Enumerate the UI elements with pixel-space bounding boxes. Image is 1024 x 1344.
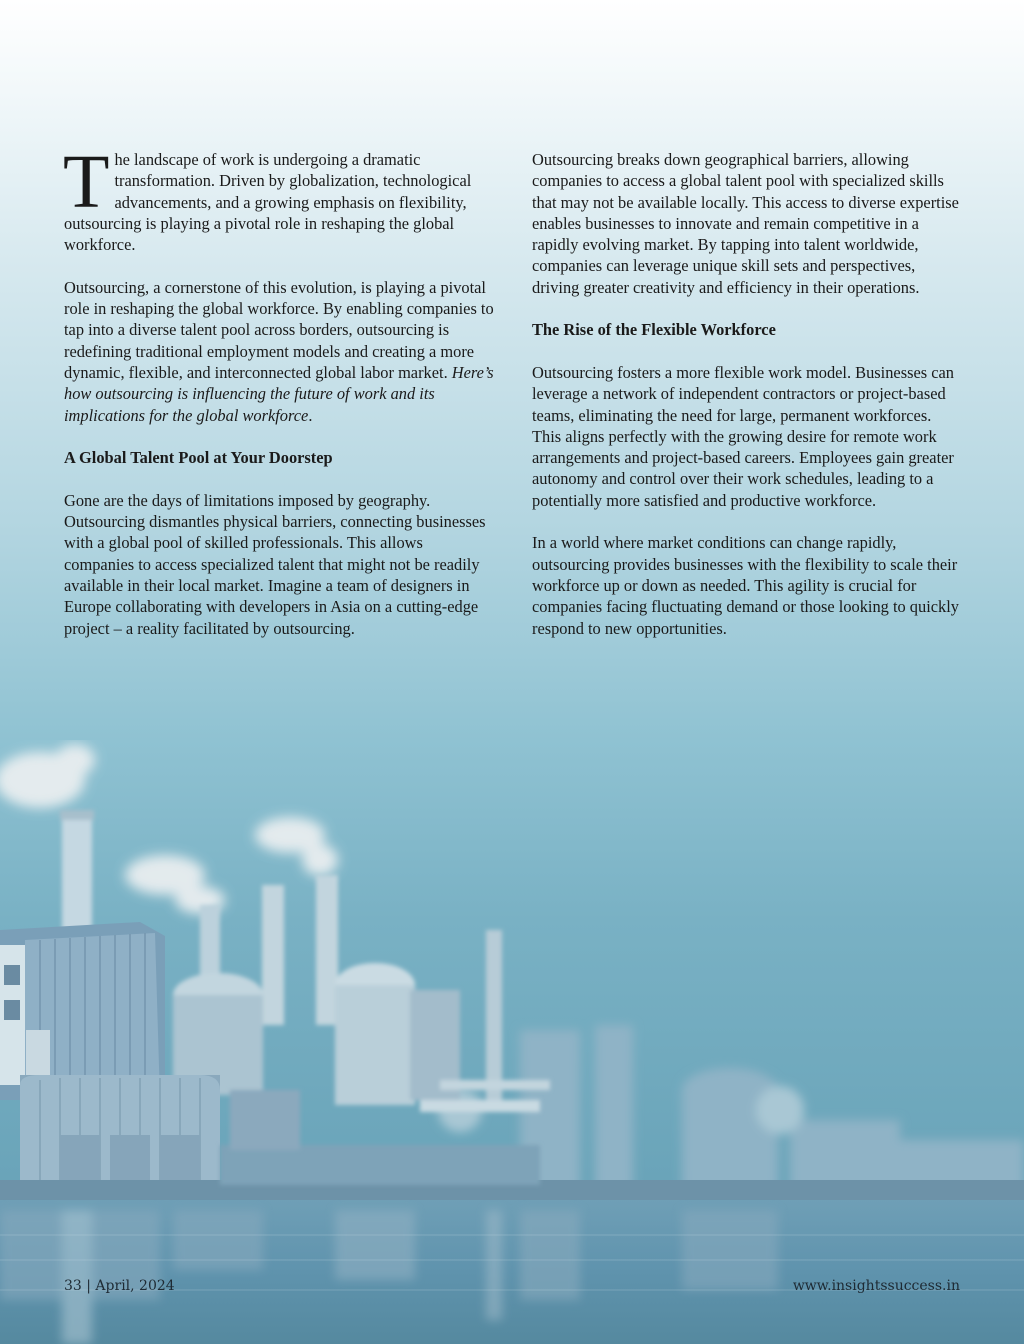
page-number-date: 33 | April, 2024 [64, 1278, 175, 1294]
intro-paragraph [63, 140, 496, 255]
cornerstone-end: . [308, 405, 313, 425]
intro-text: he landscape of work is undergoing a dramatic transformation. Driven by globalization, technological advancements, and a growing emphasis on flexibility, outsourcing is playing a pivotal role in reshaping the global workforce. [64, 150, 472, 255]
flexible-model-paragraph: Outsourcing fosters a more flexible work model. Businesses can leverage a network of independent contractors or project-based teams, eliminating the need for large, permanent workforces. This aligns perfectly with the growing desire for remote work arrangements and project-based careers. Employees gain greater autonomy and control over their work schedules, leading to a potentially more satisfied and productive workforce. [532, 362, 954, 510]
drop-cap: T [63, 140, 110, 224]
barriers-paragraph: Outsourcing breaks down geographical barriers, allowing companies to access a global talent pool with specialized skills that may not be available locally. This access to diverse expertise enables businesses to innovate and remain competitive in a rapidly evolving market. By tapping into talent worldwide, companies can leverage unique skill sets and perspectives, driving greater creativity and efficiency in their operations. [532, 150, 959, 297]
right-column [532, 149, 964, 660]
left-column [63, 140, 496, 660]
section-heading-flexible-workforce: The Rise of the Flexible Workforce [532, 320, 776, 340]
geography-paragraph: Gone are the days of limitations imposed by geography. Outsourcing dismantles physical barriers, connecting businesses with a global pool of skilled professionals. This allows companies to access specialized talent that might not be readily available in their local market. Imagine a team of designers in Europe collaborating with developers in Asia on a cutting-edge project – a reality facilitated by outsourcing. [64, 490, 486, 638]
cornerstone-paragraph [64, 277, 496, 426]
cornerstone-italic-text: Here’s how outsourcing is influencing the future of work and its implications for the global workforce [64, 362, 494, 425]
cornerstone-text: Outsourcing, a cornerstone of this evolution, is playing a pivotal role in reshaping the global workforce. By enabling companies to tap into a diverse talent pool across borders, outsourcing is redefining traditional employment models and creating a more dynamic, flexible, and interconnected global labor market. [64, 277, 494, 382]
market-conditions-paragraph: In a world where market conditions can change rapidly, outsourcing provides businesses with the flexibility to scale their workforce up or down as needed. This agility is crucial for companies facing fluctuating demand or those looking to quickly respond to new opportunities. [532, 533, 959, 638]
section-heading-global-talent: A Global Talent Pool at Your Doorstep [64, 448, 333, 468]
website-url: www.insightssuccess.in [792, 1278, 960, 1294]
industrial-plant-illustration [0, 740, 1024, 1344]
